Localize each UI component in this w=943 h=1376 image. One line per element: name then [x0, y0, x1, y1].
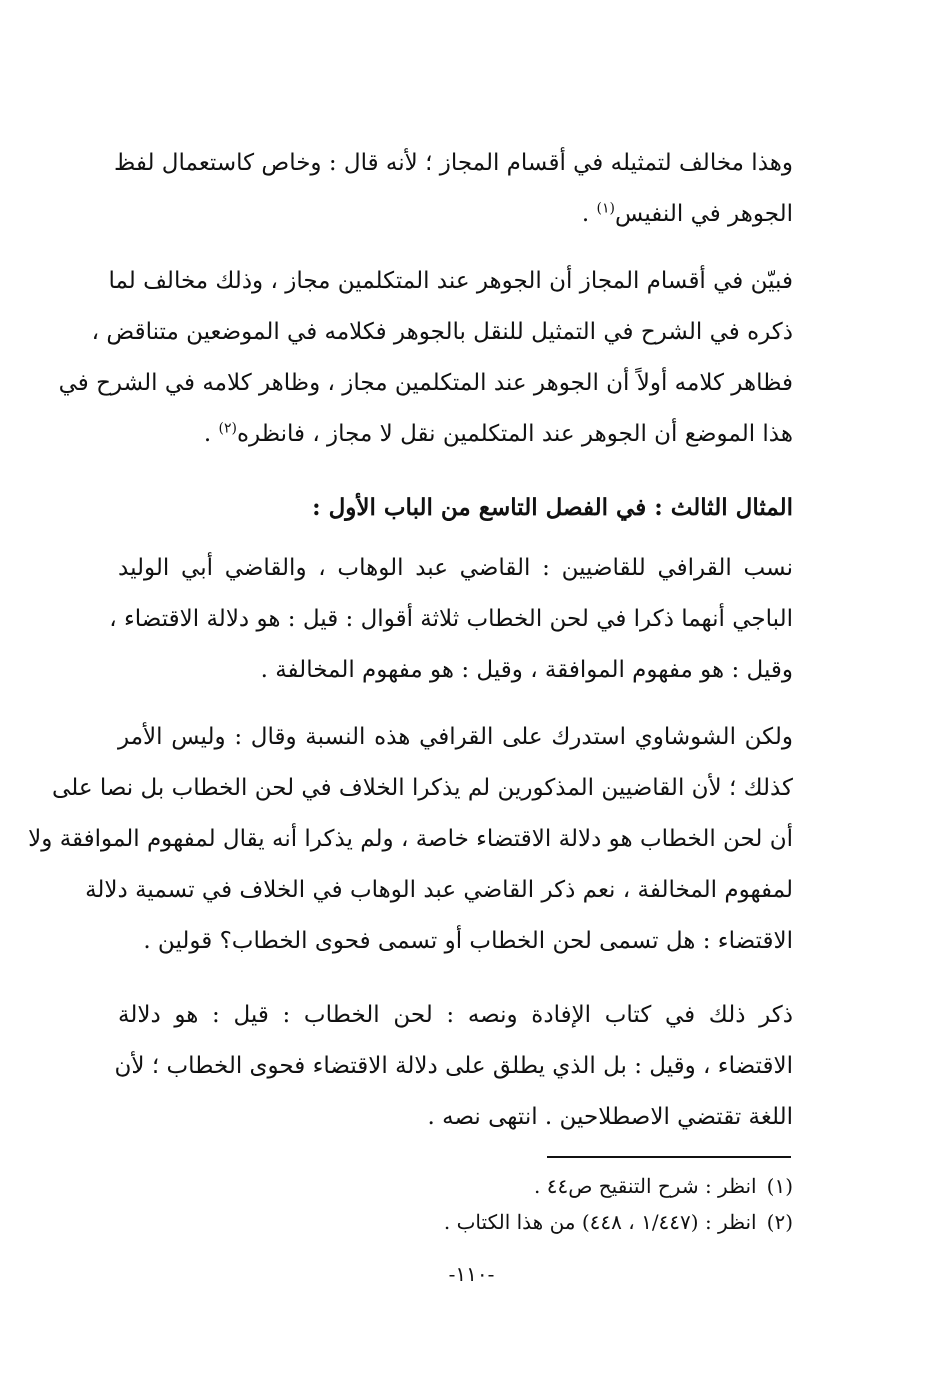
footnotes: [118, 1168, 793, 1240]
text-line: [118, 409, 793, 460]
paragraph-3: [109, 543, 793, 696]
footnote-2: [118, 1204, 793, 1240]
paragraph-4: [28, 712, 793, 967]
footnote-ref: (١): [596, 200, 616, 217]
section-heading: المثال الثالث : في الفصل التاسع من الباب الأول :: [312, 494, 793, 521]
footnote-1: [118, 1168, 793, 1204]
text-line: ذكره في الشرح في التمثيل للنقل بالجوهر فكلامه في الموضعين متناقض ،: [91, 319, 793, 345]
text-line: كذلك ؛ لأن القاضيين المذكورين لم يذكرا الخلاف في لحن الخطاب بل نصا على: [52, 775, 793, 801]
line-tail: .: [581, 201, 597, 227]
text-line: [118, 189, 793, 240]
text-line: لمفهوم المخالفة ، نعم ذكر القاضي عبد الوهاب في الخلاف في تسمية دلالة: [85, 877, 793, 903]
text-line: ذكر ذلك في كتاب الإفادة ونصه : لحن الخطاب : قيل : هو دلالة: [118, 1002, 793, 1028]
text-line: الباجي أنهما ذكرا في لحن الخطاب ثلاثة أقوال : قيل : هو دلالة الاقتضاء ،: [109, 606, 793, 632]
text-line-content: هذا الموضع أن الجوهر عند المتكلمين نقل لا مجاز ، فانظره: [237, 421, 793, 447]
text-line: اللغة تقتضي الاصطلاحين . انتهى نصه .: [427, 1104, 793, 1130]
footnote-text: انظر : (١/٤٤٧ ، ٤٤٨) من هذا الكتاب .: [443, 1210, 757, 1234]
text-line: أن لحن الخطاب هو دلالة الاقتضاء خاصة ، ولم يذكرا أنه يقال لمفهوم الموافقة ولا: [28, 826, 793, 852]
footnote-number: (١): [766, 1174, 793, 1198]
text-line: الاقتضاء : هل تسمى لحن الخطاب أو تسمى فحوى الخطاب؟ قولين .: [143, 928, 793, 954]
text-line: نسب القرافي للقاضيين : القاضي عبد الوهاب ، والقاضي أبي الوليد: [118, 555, 793, 581]
paragraph-1: [114, 138, 793, 240]
text-line-content: الجوهر في النفيس: [615, 201, 793, 227]
page-number: -١١٠-: [448, 1262, 495, 1286]
footnote-number: (٢): [766, 1210, 793, 1234]
footnote-ref: (٢): [218, 420, 237, 437]
footnote-divider: [547, 1156, 791, 1158]
line-tail: .: [203, 421, 219, 447]
text-line: وقيل : هو مفهوم الموافقة ، وقيل : هو مفهوم المخالفة .: [260, 657, 793, 683]
footnote-text: انظر : شرح التنقيح ص٤٤ .: [534, 1174, 757, 1198]
text-line: وهذا مخالف لتمثيله في أقسام المجاز ؛ لأنه قال : وخاص كاستعمال لفظ: [114, 150, 793, 176]
text-line: فبيّن في أقسام المجاز أن الجوهر عند المتكلمين مجاز ، وذلك مخالف لما: [108, 268, 793, 294]
paragraph-2: [58, 256, 793, 460]
text-line: الاقتضاء ، وقيل : بل الذي يطلق على دلالة الاقتضاء فحوى الخطاب ؛ لأن: [114, 1053, 793, 1079]
text-line: ولكن الشوشاوي استدرك على القرافي هذه النسبة وقال : وليس الأمر: [118, 724, 793, 750]
paragraph-5: [114, 990, 793, 1143]
text-line: فظاهر كلامه أولاً أن الجوهر عند المتكلمين مجاز ، وظاهر كلامه في الشرح في: [58, 370, 793, 396]
